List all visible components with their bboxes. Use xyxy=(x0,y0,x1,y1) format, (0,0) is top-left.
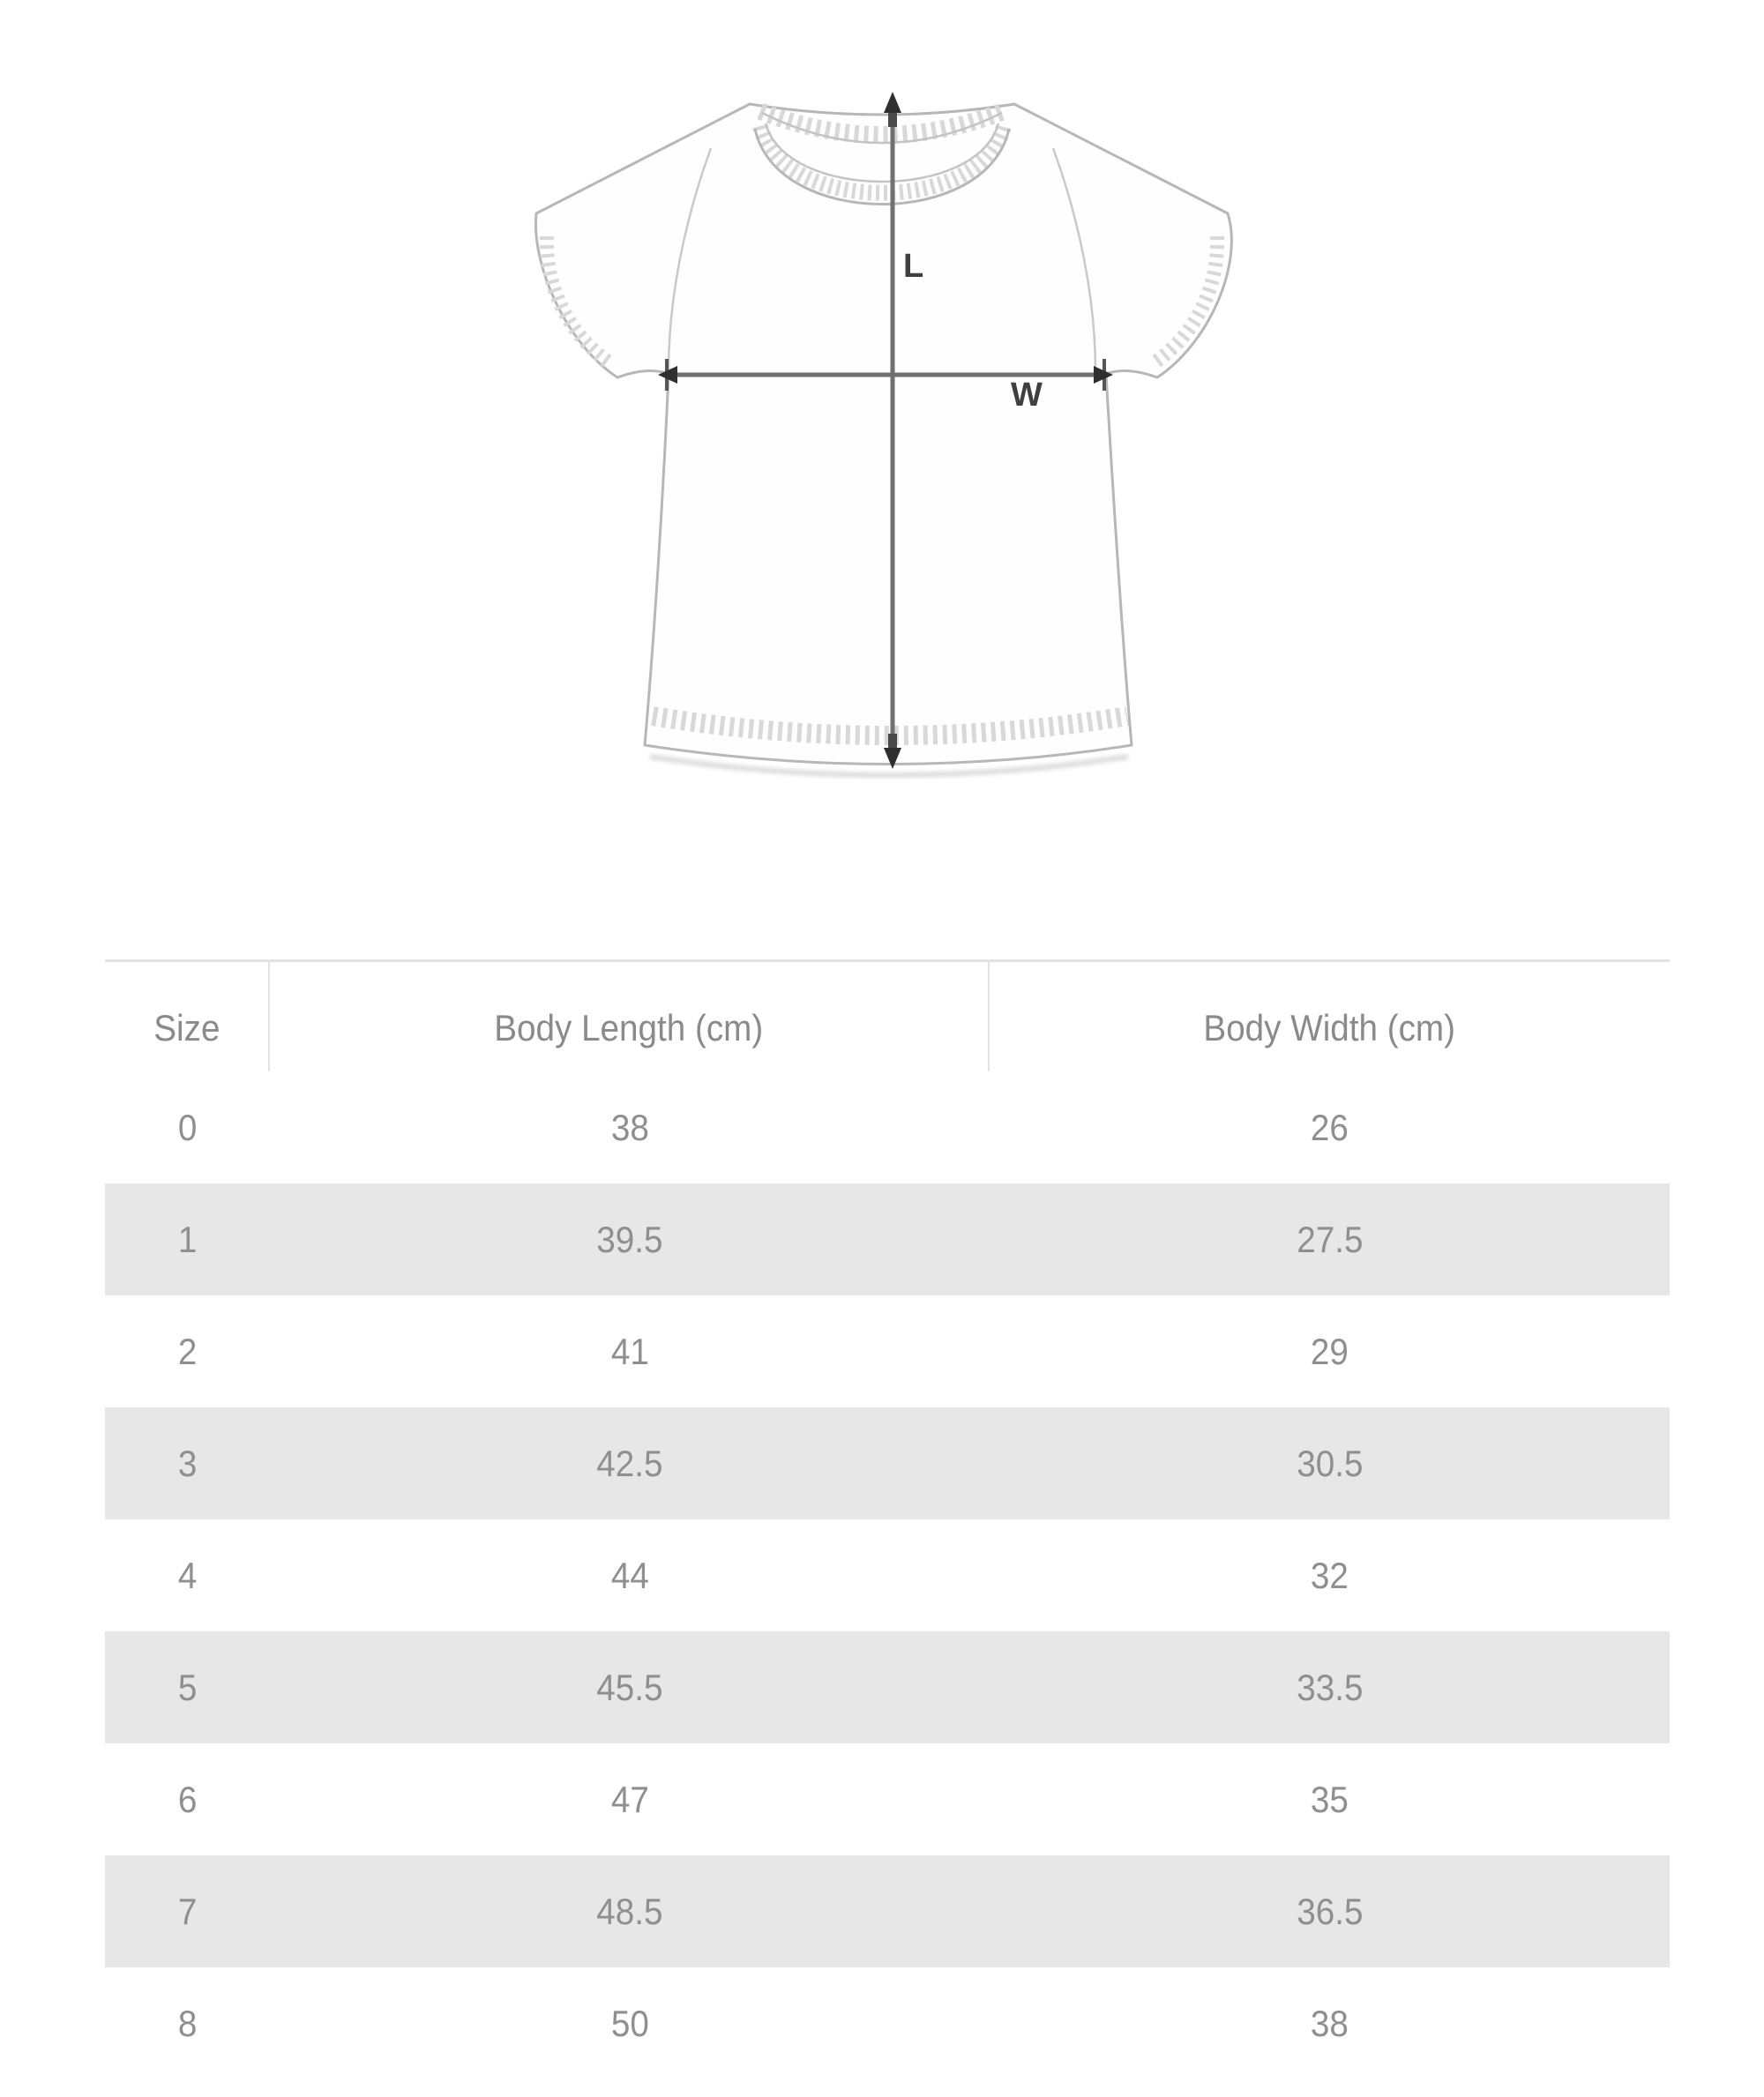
body-width-cell xyxy=(990,1855,1670,1967)
size-cell-value: 3 xyxy=(177,1442,198,1484)
body-length-cell-value: 38 xyxy=(610,1106,649,1148)
size-cell xyxy=(105,1519,270,1631)
table-row xyxy=(105,1295,1670,1407)
table-row xyxy=(105,1967,1670,2079)
size-cell xyxy=(105,1967,270,2079)
size-cell-value: 5 xyxy=(177,1666,198,1708)
body-width-cell xyxy=(990,1743,1670,1855)
body-width-cell-value: 27.5 xyxy=(1296,1218,1364,1260)
size-cell-value: 4 xyxy=(177,1554,198,1596)
body-width-cell-value: 38 xyxy=(1311,2002,1349,2044)
size-cell xyxy=(105,1855,270,1967)
body-length-cell xyxy=(270,1855,990,1967)
body-length-cell xyxy=(270,1631,990,1743)
body-length-cell xyxy=(270,1967,990,2079)
size-cell xyxy=(105,1631,270,1743)
table-row xyxy=(105,1855,1670,1967)
body-length-cell-value: 39.5 xyxy=(596,1218,663,1260)
body-length-cell-value: 47 xyxy=(610,1778,649,1820)
body-width-cell xyxy=(990,1071,1670,1183)
size-cell-value: 8 xyxy=(177,2002,198,2044)
size-cell-value: 1 xyxy=(177,1218,198,1260)
table-row xyxy=(105,1631,1670,1743)
body-width-cell-value: 35 xyxy=(1311,1778,1349,1820)
tshirt-diagram-svg xyxy=(0,0,1764,959)
table-row xyxy=(105,1183,1670,1295)
body-width-cell xyxy=(990,1295,1670,1407)
body-length-cell-value: 41 xyxy=(610,1330,649,1372)
body-length-cell xyxy=(270,1295,990,1407)
body-width-cell xyxy=(990,1631,1670,1743)
size-chart-table xyxy=(105,959,1670,2079)
size-cell xyxy=(105,1071,270,1183)
column-header-body-width xyxy=(990,962,1670,1071)
size-cell xyxy=(105,1295,270,1407)
body-length-cell-value: 45.5 xyxy=(596,1666,663,1708)
size-cell xyxy=(105,1743,270,1855)
size-cell-value: 7 xyxy=(177,1890,198,1932)
body-length-cell-value: 44 xyxy=(610,1554,649,1596)
body-length-cell xyxy=(270,1743,990,1855)
body-width-cell-value: 36.5 xyxy=(1296,1890,1364,1932)
body-width-cell xyxy=(990,1407,1670,1519)
size-cell-value: 2 xyxy=(177,1330,198,1372)
body-width-cell-value: 33.5 xyxy=(1296,1666,1364,1708)
size-cell-value: 0 xyxy=(177,1106,198,1148)
table-row xyxy=(105,1071,1670,1183)
arrowhead-up-icon xyxy=(884,92,901,113)
width-label: W xyxy=(1011,377,1043,414)
body-width-cell xyxy=(990,1519,1670,1631)
column-header-size-label: Size xyxy=(153,1007,220,1048)
size-cell-value: 6 xyxy=(177,1778,198,1820)
body-length-cell-value: 48.5 xyxy=(596,1890,663,1932)
body-width-cell-value: 26 xyxy=(1311,1106,1349,1148)
body-length-cell xyxy=(270,1519,990,1631)
column-header-body-length-label: Body Length (cm) xyxy=(494,1007,764,1048)
tshirt-measurement-diagram xyxy=(0,0,1764,959)
column-header-body-width-label: Body Width (cm) xyxy=(1203,1007,1456,1048)
table-body xyxy=(105,1071,1670,2079)
body-width-cell-value: 32 xyxy=(1311,1554,1349,1596)
body-width-cell xyxy=(990,1967,1670,2079)
body-length-cell-value: 42.5 xyxy=(596,1442,663,1484)
body-length-cell xyxy=(270,1183,990,1295)
size-cell xyxy=(105,1183,270,1295)
table-row xyxy=(105,1519,1670,1631)
column-header-body-length xyxy=(270,962,990,1071)
size-cell xyxy=(105,1407,270,1519)
table-row xyxy=(105,1407,1670,1519)
length-label: L xyxy=(903,248,924,285)
table-row xyxy=(105,1743,1670,1855)
body-length-cell xyxy=(270,1407,990,1519)
body-length-cell-value: 50 xyxy=(610,2002,649,2044)
body-width-cell-value: 29 xyxy=(1311,1330,1349,1372)
table-header-row xyxy=(105,962,1670,1071)
body-width-cell xyxy=(990,1183,1670,1295)
body-width-cell-value: 30.5 xyxy=(1296,1442,1364,1484)
column-header-size xyxy=(105,962,270,1071)
body-length-cell xyxy=(270,1071,990,1183)
